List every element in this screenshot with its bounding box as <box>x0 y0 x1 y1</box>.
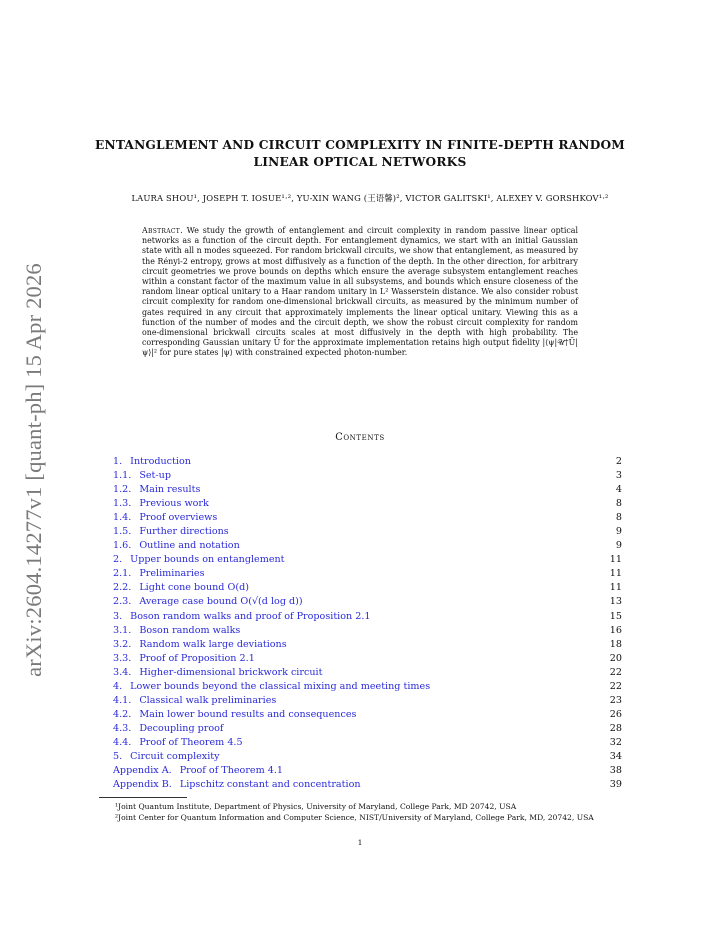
toc-entry[interactable] <box>113 778 622 792</box>
toc-entry-number: 4.4. <box>113 736 132 748</box>
toc-entry-page: 3 <box>615 470 622 482</box>
toc-entry-link[interactable] <box>113 483 200 497</box>
footnote-divider <box>99 797 187 798</box>
footnotes <box>99 802 623 823</box>
toc-entry-number: 3.1. <box>113 624 132 636</box>
toc-entry-number: 1.4. <box>113 512 132 524</box>
toc-entry-number: 3. <box>113 610 123 622</box>
toc-entry-number: 2. <box>113 554 123 566</box>
toc-entry-page: 34 <box>609 750 622 762</box>
toc-entry-title: Classical walk preliminaries <box>139 694 277 706</box>
toc-entry[interactable] <box>113 567 622 581</box>
toc-entry-title: Decoupling proof <box>139 722 224 734</box>
toc-entry-title: Boson random walks and proof of Proposition 2.1 <box>130 610 371 622</box>
toc-entry-title: Main results <box>139 484 201 496</box>
toc-entry-number: 2.1. <box>113 568 132 580</box>
toc-entry-link[interactable] <box>113 680 430 694</box>
toc-entry-number: 5. <box>113 750 123 762</box>
toc-entry-link[interactable] <box>113 610 371 624</box>
toc-entry-title: Proof of Proposition 2.1 <box>139 652 255 664</box>
toc-entry[interactable] <box>113 455 622 469</box>
page-number: 1 <box>357 838 363 847</box>
toc-entry-link[interactable] <box>113 525 229 539</box>
toc-entry-title: Proof of Theorem 4.1 <box>179 765 283 777</box>
toc-entry-link[interactable] <box>113 652 255 666</box>
toc-entry-page: 18 <box>609 638 622 650</box>
paper-title <box>90 137 630 171</box>
toc-entry-page: 32 <box>609 736 622 748</box>
toc-entry-page: 28 <box>609 722 622 734</box>
toc-entry-title: Upper bounds on entanglement <box>130 554 285 566</box>
toc-entry-number: 1.3. <box>113 498 132 510</box>
toc-entry-link[interactable] <box>113 638 287 652</box>
toc-entry[interactable] <box>113 497 622 511</box>
toc-entry-page: 39 <box>609 779 622 791</box>
footnote-1: ¹Joint Quantum Institute, Department of Physics, University of Maryland, College Park, MD 20742, USA <box>115 802 517 811</box>
toc-entry-page: 26 <box>609 708 622 720</box>
contents-heading: Contents <box>335 432 385 443</box>
toc-entry[interactable] <box>113 595 622 609</box>
toc-entry-link[interactable] <box>113 553 285 567</box>
toc-entry-link[interactable] <box>113 497 209 511</box>
toc-entry-page: 9 <box>615 540 622 552</box>
toc-entry-number: 4.3. <box>113 722 132 734</box>
toc-entry-page: 11 <box>609 568 622 580</box>
toc-entry-link[interactable] <box>113 708 356 722</box>
arxiv-identifier: arXiv:2604.14277v1 [quant-ph] 15 Apr 2026 <box>21 263 46 677</box>
toc-entry-page: 8 <box>615 498 622 510</box>
toc-entry[interactable] <box>113 624 622 638</box>
toc-entry-link[interactable] <box>113 511 217 525</box>
toc-entry-page: 8 <box>615 512 622 524</box>
toc-entry-link[interactable] <box>113 595 303 609</box>
toc-entry-page: 22 <box>609 666 622 678</box>
toc-entry[interactable] <box>113 610 622 624</box>
toc-entry-number: 2.3. <box>113 596 132 608</box>
title-line-2: LINEAR OPTICAL NETWORKS <box>253 155 467 169</box>
arxiv-stamp <box>14 245 54 695</box>
toc-entry-number: 1.1. <box>113 470 132 482</box>
toc-entry-number: 4. <box>113 680 123 692</box>
toc-entry-link[interactable] <box>113 736 243 750</box>
toc-entry-title: Set-up <box>139 470 171 482</box>
author-list: LAURA SHOU¹, JOSEPH T. IOSUE¹·², YU-XIN WANG (王语馨)², VICTOR GALITSKI¹, ALEXEY V. GORSHKOV¹·² <box>131 193 609 203</box>
toc-entry-page: 20 <box>609 652 622 664</box>
toc-entry-link[interactable] <box>113 778 361 792</box>
toc-entry[interactable] <box>113 680 622 694</box>
table-of-contents <box>113 455 622 792</box>
toc-entry-title: Lipschitz constant and concentration <box>179 779 361 791</box>
toc-entry-page: 4 <box>615 484 622 496</box>
toc-entry[interactable] <box>113 539 622 553</box>
toc-entry[interactable] <box>113 553 622 567</box>
toc-entry-page: 38 <box>609 765 622 777</box>
toc-entry-number: 1.6. <box>113 540 132 552</box>
toc-entry-title: Boson random walks <box>139 624 241 636</box>
toc-entry-page: 2 <box>615 456 622 467</box>
toc-entry-page: 23 <box>609 694 622 706</box>
toc-entry[interactable] <box>113 638 622 652</box>
toc-entry-title: Random walk large deviations <box>139 638 287 650</box>
toc-entry-number: 3.2. <box>113 638 132 650</box>
toc-entry[interactable] <box>113 483 622 497</box>
toc-entry-link[interactable] <box>113 567 205 581</box>
toc-entry-title: Preliminaries <box>139 568 205 580</box>
toc-entry-link[interactable] <box>113 581 249 595</box>
toc-entry-page: 22 <box>609 680 622 692</box>
toc-entry-link[interactable] <box>113 764 283 778</box>
abstract-label: Abstract. <box>142 226 183 235</box>
toc-entry[interactable] <box>113 525 622 539</box>
title-line-1: ENTANGLEMENT AND CIRCUIT COMPLEXITY IN FINITE-DEPTH RANDOM <box>95 138 625 152</box>
toc-entry-link[interactable] <box>113 694 276 708</box>
toc-entry-title: Circuit complexity <box>130 750 220 762</box>
toc-entry[interactable] <box>113 708 622 722</box>
toc-entry-title: Average case bound O(√(d log d)) <box>139 596 303 608</box>
toc-entry-page: 16 <box>609 624 622 636</box>
toc-entry-title: Introduction <box>130 456 191 467</box>
toc-entry-page: 11 <box>609 554 622 566</box>
toc-entry-link[interactable] <box>113 666 322 680</box>
abstract-text: We study the growth of entanglement and circuit complexity in random passive linear optical networks as a function of the circuit depth. For entanglement dynamics, we start with an initial Gaussian state with all n modes squeezed. For random brickwall circuits, we show that entanglement, as measured by the Rényi-2 entropy, grows at most diffusively as a function of the depth. In the other direction, for arbitrary circuit geometries we prove bounds on depths which ensure the average subsystem entanglement reaches within a constant factor of the maximum value in all subsystems, and bounds which ensure closeness of the random linear optical unitary to a Haar random unitary in L² Wasserstein distance. We also consider robust circuit complexity for random one-dimensional brickwall circuits, as measured by the minimum number of gates required in any circuit that approximately implements the linear optical unitary. Viewing this as a function of the number of modes and the circuit depth, we show the robust circuit complexity for random one-dimensional brickwall circuits scales at most diffusively in the depth with high probability. The corresponding Gaussian unitary Ũ for the approximate implementation retains high output fidelity |⟨ψ|𝒰†Ũ|ψ⟩|² for pure states |ψ⟩ with constrained expected photon-number. <box>142 226 578 358</box>
toc-entry-link[interactable] <box>113 722 224 736</box>
toc-entry[interactable] <box>113 469 622 483</box>
toc-entry-link[interactable] <box>113 469 171 483</box>
toc-entry-number: 1.2. <box>113 484 132 496</box>
toc-entry-page: 13 <box>609 596 622 608</box>
toc-entry-number: 3.4. <box>113 666 132 678</box>
toc-entry-title: Light cone bound O(d) <box>139 582 249 594</box>
toc-entry-link[interactable] <box>113 750 220 764</box>
toc-entry[interactable] <box>113 581 622 595</box>
toc-entry-title: Proof overviews <box>139 512 218 524</box>
toc-entry[interactable] <box>113 750 622 764</box>
toc-entry-title: Higher-dimensional brickwork circuit <box>139 666 323 678</box>
toc-entry-title: Previous work <box>139 498 209 510</box>
toc-entry-number: 4.2. <box>113 708 132 720</box>
footnote-2: ²Joint Center for Quantum Information and Computer Science, NIST/University of Maryland, College Park, MD, 20742, USA <box>115 812 594 822</box>
toc-entry-number: 1.5. <box>113 526 132 538</box>
toc-entry-number: 4.1. <box>113 694 132 706</box>
toc-entry[interactable] <box>113 722 622 736</box>
abstract <box>142 226 578 359</box>
toc-entry-link[interactable] <box>113 624 240 638</box>
toc-entry-number: Appendix B. <box>113 779 172 791</box>
toc-entry-title: Further directions <box>139 526 229 538</box>
toc-entry[interactable] <box>113 736 622 750</box>
toc-entry-title: Main lower bound results and consequences <box>139 708 357 720</box>
toc-entry[interactable] <box>113 694 622 708</box>
toc-entry[interactable] <box>113 511 622 525</box>
toc-entry-number: Appendix A. <box>113 765 172 777</box>
toc-entry[interactable] <box>113 666 622 680</box>
toc-entry-link[interactable] <box>113 539 240 553</box>
toc-entry-number: 3.3. <box>113 652 132 664</box>
toc-entry-number: 1. <box>113 456 123 467</box>
toc-entry-link[interactable] <box>113 455 191 469</box>
toc-entry-page: 9 <box>615 526 622 538</box>
toc-entry-title: Proof of Theorem 4.5 <box>139 736 243 748</box>
toc-entry-page: 11 <box>609 582 622 594</box>
toc-entry-title: Lower bounds beyond the classical mixing and meeting times <box>130 680 431 692</box>
toc-entry-title: Outline and notation <box>139 540 240 552</box>
toc-entry-number: 2.2. <box>113 582 132 594</box>
toc-entry[interactable] <box>113 652 622 666</box>
toc-entry[interactable] <box>113 764 622 778</box>
toc-entry-page: 15 <box>609 610 622 622</box>
